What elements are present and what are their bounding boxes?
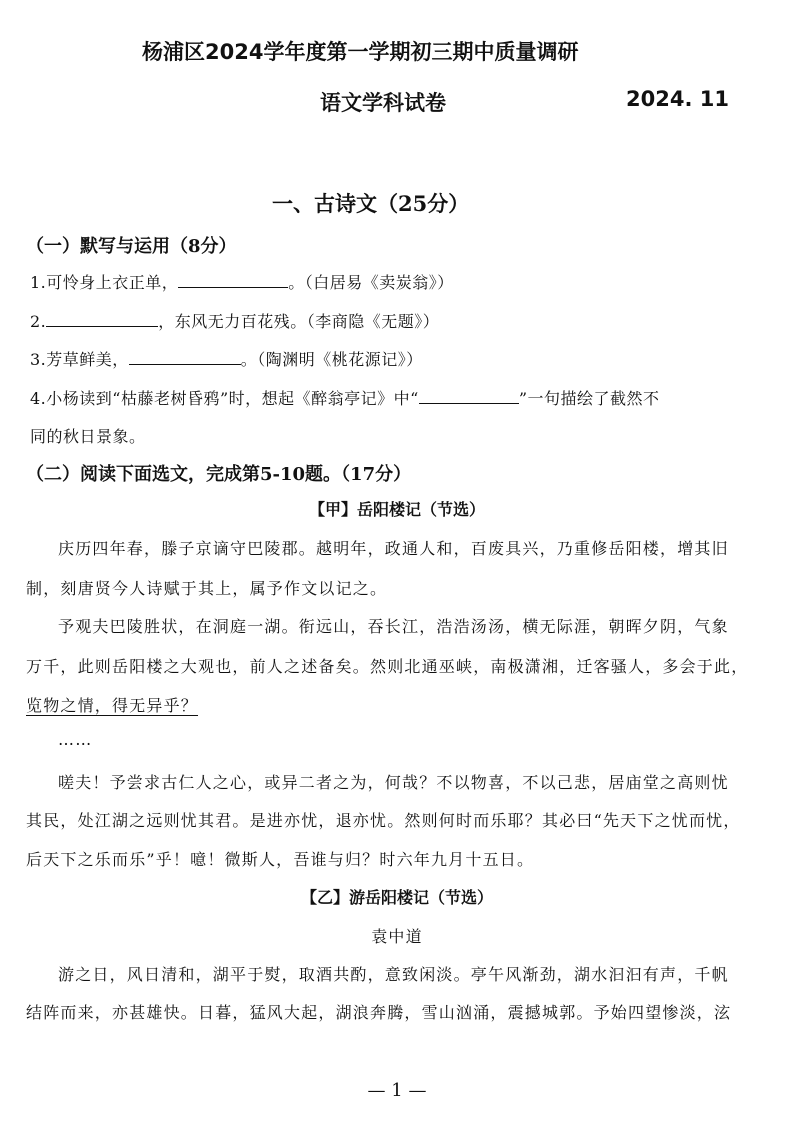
section-heading: 一、古诗文（25分） bbox=[272, 191, 470, 216]
jia-p2-line1: 予观夫巴陵胜状，在洞庭一湖。衔远山，吞长江，浩浩汤汤，横无际涯，朝晖夕阴，气象 bbox=[58, 617, 729, 636]
question-4-continued: 同的秋日景象。 bbox=[30, 427, 146, 446]
q1-suffix: 。（白居易《卖炭翁》） bbox=[288, 273, 454, 292]
q2-prefix: 2. bbox=[30, 312, 47, 331]
q4-prefix: 4.小杨读到“枯藤老树昏鸦”时，想起《醉翁亭记》中“ bbox=[30, 389, 419, 408]
question-3 bbox=[30, 347, 423, 370]
jia-p2-line3-underlined: 览物之情，得无异乎？ bbox=[26, 696, 199, 715]
passage-yi-author: 袁中道 bbox=[371, 927, 423, 946]
yi-p1-line2: 结阵而来，亦甚雄快。日暮，猛风大起，湖浪奔腾，雪山汹涌，震撼城郭。予始四望惨淡，泫 bbox=[26, 1003, 732, 1022]
yi-p1-line1: 游之日，风日清和，湖平于熨，取酒共酌，意致闲淡。亭午风渐劲，湖水汩汩有声，千帆 bbox=[58, 965, 729, 984]
q4-suffix: ”一句描绘了截然不 bbox=[518, 389, 660, 408]
q3-suffix: 。（陶渊明《桃花源记》） bbox=[240, 350, 423, 369]
q1-blank[interactable] bbox=[178, 273, 288, 288]
jia-p3-line3: 后天下之乐而乐”乎！噫！微斯人，吾谁与归？时六年九月十五日。 bbox=[26, 850, 535, 869]
question-4 bbox=[30, 386, 660, 409]
part1-heading: （一）默写与运用（8分） bbox=[26, 236, 237, 257]
q2-blank[interactable] bbox=[46, 312, 158, 327]
question-1 bbox=[30, 270, 454, 293]
jia-p1-line1: 庆历四年春，滕子京谪守巴陵郡。越明年，政通人和，百废具兴，乃重修岳阳楼，增其旧 bbox=[58, 539, 729, 558]
q4-blank[interactable] bbox=[419, 389, 519, 404]
jia-ellipsis: …… bbox=[58, 730, 93, 749]
jia-p3-line2: 其民，处江湖之远则忧其君。是进亦忧，退亦忧。然则何时而乐耶？其必曰“先天下之忧而忧， bbox=[26, 811, 741, 830]
jia-p3-line1: 嗟夫！予尝求古仁人之心，或异二者之为，何哉？不以物喜，不以己悲，居庙堂之高则忧 bbox=[58, 773, 729, 792]
q3-blank[interactable] bbox=[129, 350, 241, 365]
q3-prefix: 3.芳草鲜美， bbox=[30, 350, 129, 369]
page-number: — 1 — bbox=[367, 1080, 427, 1101]
question-2 bbox=[30, 309, 439, 332]
passage-jia-title: 【甲】岳阳楼记（节选） bbox=[308, 500, 485, 519]
jia-p2-line2: 万千，此则岳阳楼之大观也，前人之述备矣。然则北通巫峡，南极潇湘，迁客骚人，多会于此， bbox=[26, 657, 749, 676]
exam-date: 2024. 11 bbox=[626, 87, 729, 111]
exam-subtitle: 语文学科试卷 bbox=[320, 91, 446, 115]
part2-heading: （二）阅读下面选文，完成第5-10题。（17分） bbox=[26, 464, 412, 485]
q2-suffix: ，东风无力百花残。（李商隐《无题》） bbox=[158, 312, 440, 331]
passage-yi-title: 【乙】游岳阳楼记（节选） bbox=[300, 888, 493, 907]
q1-prefix: 1.可怜身上衣正单， bbox=[30, 273, 179, 292]
exam-title: 杨浦区2024学年度第一学期初三期中质量调研 bbox=[142, 40, 579, 64]
jia-p1-line2: 制，刻唐贤今人诗赋于其上，属予作文以记之。 bbox=[26, 579, 388, 598]
